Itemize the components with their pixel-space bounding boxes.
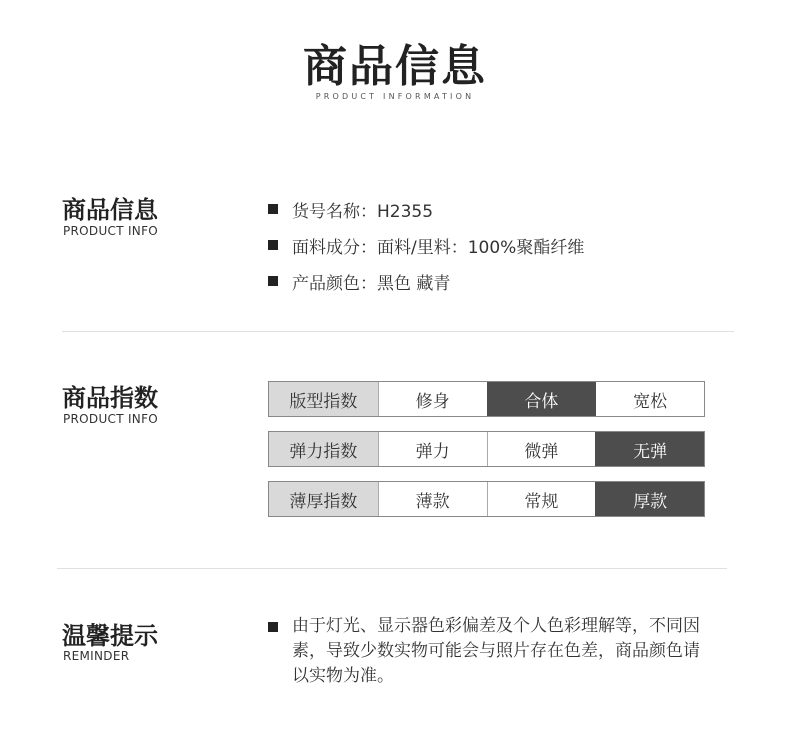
info-item-sku [268,191,584,227]
square-bullet-icon [268,240,278,250]
stretch-option-stretch: 弹力 [378,432,487,466]
section-divider [62,331,734,332]
square-bullet-icon [268,204,278,214]
reminder-block [268,614,718,689]
stretch-index-label: 弹力指数 [269,432,378,466]
page-subtitle: PRODUCT INFORMATION [315,92,475,101]
fit-option-loose: 宽松 [595,382,704,416]
thickness-option-thin: 薄款 [378,482,487,516]
thickness-option-thick: 厚款 [595,482,704,516]
info-item-fabric [268,227,584,263]
section-divider [57,568,727,569]
reminder-section-title: 温馨提示 [62,622,158,650]
stretch-option-slight: 微弹 [487,432,596,466]
fit-option-slim: 修身 [378,382,487,416]
info-list [268,191,584,299]
square-bullet-icon [268,276,278,286]
index-section-subtitle: PRODUCT INFO [63,412,159,426]
index-section-title: 商品指数 [62,384,158,412]
stretch-option-none: 无弹 [595,432,704,466]
thickness-option-regular: 常规 [487,482,596,516]
reminder-section-subtitle: REMINDER [63,649,130,663]
info-item-text: 产品颜色：黑色 藏青 [292,273,451,294]
info-section-subtitle: PRODUCT INFO [63,224,159,238]
info-item-text: 面料成分：面料/里料：100%聚酯纤维 [292,237,585,258]
thickness-index-label: 薄厚指数 [269,482,378,516]
fit-index-label: 版型指数 [269,382,378,416]
stretch-index-row [268,431,705,467]
fit-option-regular: 合体 [487,382,596,416]
info-section-title: 商品信息 [62,196,158,224]
fit-index-row [268,381,705,417]
info-item-text: 货号名称：H2355 [292,201,434,222]
square-bullet-icon [268,622,278,632]
info-item-color [268,263,584,299]
page-title: 商品信息 [303,41,487,92]
reminder-text: 由于灯光、显示器色彩偏差及个人色彩理解等，不同因素，导致少数实物可能会与照片存在色差，商品颜色请以实物为准。 [292,616,700,686]
thickness-index-row [268,481,705,517]
